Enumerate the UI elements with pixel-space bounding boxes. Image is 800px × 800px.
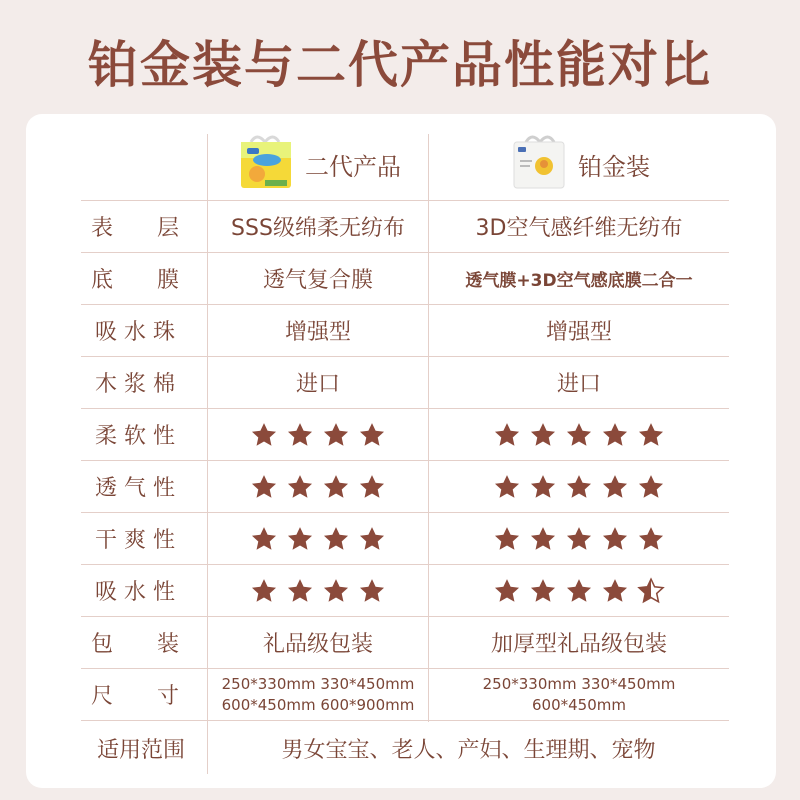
row-label: 吸 水 性 — [95, 580, 175, 605]
star-rating — [493, 473, 665, 501]
rating-col2 — [429, 513, 729, 564]
size-line: 250*330mm 330*450mm — [482, 674, 676, 693]
size-line: 600*450mm 600*900mm — [221, 695, 415, 714]
star-icon — [358, 525, 386, 553]
star-icon — [250, 473, 278, 501]
star-icon — [286, 577, 314, 605]
column-header-col1 — [208, 128, 428, 200]
star-icon — [493, 577, 521, 605]
row-label: 尺 寸 — [90, 684, 179, 709]
rating-col2 — [429, 565, 729, 616]
star-icon — [358, 577, 386, 605]
star-rating — [250, 577, 386, 605]
star-icon — [637, 421, 665, 449]
star-icon — [637, 525, 665, 553]
star-icon — [358, 473, 386, 501]
row-value-col2: 透气膜+3D空气感底膜二合一 — [465, 271, 693, 291]
row-label: 适用范围 — [96, 737, 185, 763]
star-icon — [565, 577, 593, 605]
row-value-col1: 透气复合膜 — [262, 268, 373, 293]
row-label: 柔 软 性 — [95, 424, 175, 449]
star-icon — [286, 421, 314, 449]
row-value-col1: 增强型 — [284, 320, 351, 345]
star-icon — [322, 525, 350, 553]
star-icon — [493, 525, 521, 553]
star-icon — [601, 525, 629, 553]
row-value-col1: SSS级绵柔无纺布 — [231, 216, 405, 241]
star-rating — [493, 577, 665, 605]
row-label: 干 爽 性 — [95, 528, 175, 553]
rating-col1 — [208, 513, 428, 564]
star-icon — [529, 421, 557, 449]
size-col1 — [208, 669, 428, 720]
star-rating — [250, 525, 386, 553]
star-icon — [250, 577, 278, 605]
star-icon — [250, 525, 278, 553]
star-icon — [250, 421, 278, 449]
column-header-col2 — [429, 128, 729, 200]
rating-col2 — [429, 461, 729, 512]
rating-col1 — [208, 409, 428, 460]
star-icon — [322, 421, 350, 449]
row-label: 透 气 性 — [95, 476, 175, 501]
star-icon — [529, 525, 557, 553]
star-icon — [637, 473, 665, 501]
yellow-diaper-pack-icon — [235, 130, 297, 198]
star-rating — [493, 525, 665, 553]
star-icon — [565, 525, 593, 553]
size-line: 250*330mm 330*450mm — [221, 674, 415, 693]
star-icon — [529, 473, 557, 501]
row-value-col2: 3D空气感纤维无纺布 — [475, 216, 683, 241]
usage-span: 男女宝宝、老人、产妇、生理期、宠物 — [281, 737, 656, 763]
star-icon — [322, 577, 350, 605]
row-value-col2: 增强型 — [545, 320, 612, 345]
row-label: 底 膜 — [90, 268, 179, 293]
star-icon — [493, 421, 521, 449]
star-icon — [529, 577, 557, 605]
row-value-col1: 礼品级包装 — [262, 632, 373, 657]
star-icon — [493, 473, 521, 501]
star-icon — [286, 525, 314, 553]
star-rating — [493, 421, 665, 449]
col2-name: 铂金装 — [578, 152, 650, 181]
star-icon — [286, 473, 314, 501]
star-icon — [565, 421, 593, 449]
page-title: 铂金装与二代产品性能对比 — [88, 36, 712, 94]
star-icon — [358, 421, 386, 449]
row-value-col2: 进口 — [556, 372, 601, 397]
star-icon — [322, 473, 350, 501]
row-label: 吸 水 珠 — [95, 320, 175, 345]
col1-name: 二代产品 — [305, 152, 401, 181]
comparison-table — [26, 114, 776, 788]
star-icon — [565, 473, 593, 501]
half-star-icon — [637, 577, 665, 605]
rating-col2 — [429, 409, 729, 460]
row-label: 表 层 — [90, 216, 179, 241]
rating-col1 — [208, 565, 428, 616]
star-icon — [601, 473, 629, 501]
size-col2 — [429, 669, 729, 720]
star-rating — [250, 421, 386, 449]
star-icon — [601, 577, 629, 605]
star-rating — [250, 473, 386, 501]
row-label: 木 浆 棉 — [95, 372, 175, 397]
row-value-col2: 加厚型礼品级包装 — [490, 632, 667, 657]
row-label: 包 装 — [90, 632, 179, 657]
rating-col1 — [208, 461, 428, 512]
size-line: 600*450mm — [532, 695, 626, 714]
star-icon — [601, 421, 629, 449]
white-diaper-pack-icon — [508, 130, 570, 198]
row-value-col1: 进口 — [295, 372, 340, 397]
